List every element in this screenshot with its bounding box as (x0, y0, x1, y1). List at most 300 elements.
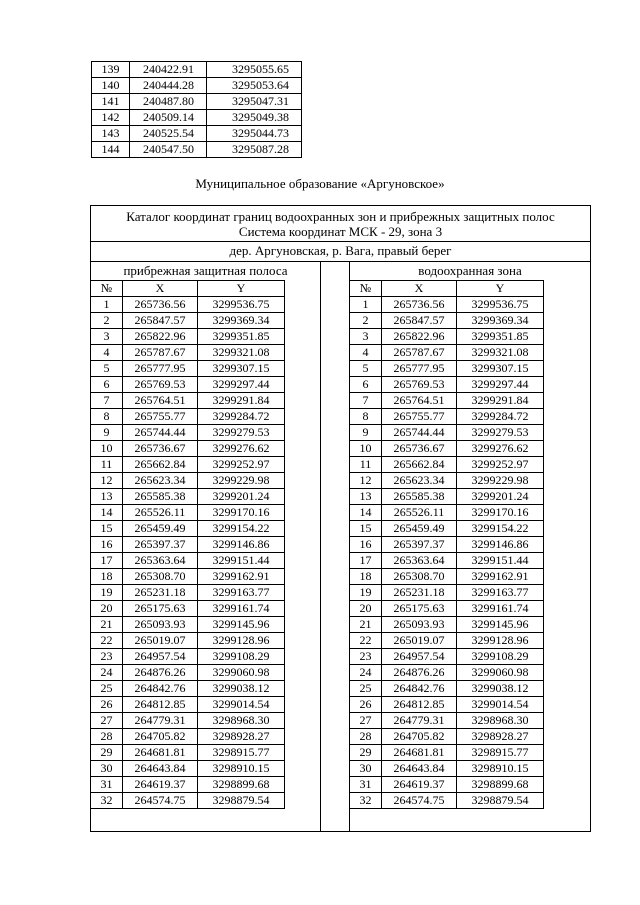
x-coordinate: 265308.70 (382, 569, 457, 585)
x-coordinate: 264957.54 (123, 649, 198, 665)
table-row (91, 505, 285, 521)
x-coordinate: 264705.82 (123, 729, 198, 745)
point-number: 14 (350, 505, 382, 521)
protective-strip-body (91, 297, 285, 809)
y-coordinate: 3298879.54 (457, 793, 544, 809)
y-coordinate: 3299014.54 (198, 697, 285, 713)
table-row (350, 537, 544, 553)
x-coordinate: 265744.44 (123, 425, 198, 441)
x-coordinate: 265363.64 (123, 553, 198, 569)
x-coordinate: 265787.67 (123, 345, 198, 361)
y-coordinate: 3299128.96 (457, 633, 544, 649)
y-coordinate: 3298915.77 (457, 745, 544, 761)
table-row (350, 761, 544, 777)
y-coordinate: 3299229.98 (198, 473, 285, 489)
point-number: 24 (91, 665, 123, 681)
x-coordinate: 265526.11 (382, 505, 457, 521)
y-coordinate: 3299536.75 (198, 297, 285, 313)
y-coordinate: 3299307.15 (198, 361, 285, 377)
y-coordinate: 3299161.74 (457, 601, 544, 617)
column-header-number: № (350, 281, 382, 297)
y-coordinate: 3299252.97 (457, 457, 544, 473)
point-number: 8 (350, 409, 382, 425)
x-coordinate: 264619.37 (382, 777, 457, 793)
y-coordinate: 3299276.62 (198, 441, 285, 457)
y-coordinate: 3299162.91 (198, 569, 285, 585)
y-coordinate: 3299229.98 (457, 473, 544, 489)
table-row (350, 457, 544, 473)
x-coordinate: 265736.67 (382, 441, 457, 457)
table-row (350, 425, 544, 441)
y-coordinate: 3299201.24 (457, 489, 544, 505)
x-coordinate: 265175.63 (382, 601, 457, 617)
x-coordinate: 264681.81 (382, 745, 457, 761)
table-row (350, 665, 544, 681)
table-row (350, 649, 544, 665)
point-number: 141 (92, 94, 130, 110)
catalog-title: Каталог координат границ водоохранных зон и прибрежных защитных полос (126, 209, 555, 224)
x-coordinate: 265093.93 (382, 617, 457, 633)
y-coordinate: 3299276.62 (457, 441, 544, 457)
column-header-number: № (91, 281, 123, 297)
table-row (92, 142, 302, 158)
table-row (350, 409, 544, 425)
y-coordinate: 3299163.77 (198, 585, 285, 601)
x-coordinate: 264643.84 (123, 761, 198, 777)
table-row (350, 473, 544, 489)
y-coordinate: 3299369.34 (198, 313, 285, 329)
column-header-x: X (123, 281, 198, 297)
x-coordinate: 265459.49 (382, 521, 457, 537)
x-coordinate: 265623.34 (382, 473, 457, 489)
point-number: 14 (91, 505, 123, 521)
x-coordinate: 265662.84 (382, 457, 457, 473)
x-coordinate: 265397.37 (382, 537, 457, 553)
table-header-row (350, 281, 544, 297)
y-coordinate: 3298928.27 (457, 729, 544, 745)
table-row (350, 313, 544, 329)
x-coordinate: 265623.34 (123, 473, 198, 489)
y-coordinate: 3299038.12 (198, 681, 285, 697)
x-coordinate: 265093.93 (123, 617, 198, 633)
point-number: 11 (350, 457, 382, 473)
x-coordinate: 265231.18 (123, 585, 198, 601)
x-coordinate: 240509.14 (130, 110, 207, 126)
table-row (350, 393, 544, 409)
x-coordinate: 265847.57 (123, 313, 198, 329)
x-coordinate: 265308.70 (123, 569, 198, 585)
table-row (91, 633, 285, 649)
y-coordinate: 3299307.15 (457, 361, 544, 377)
point-number: 6 (91, 377, 123, 393)
point-number: 32 (350, 793, 382, 809)
y-coordinate: 3295087.28 (207, 142, 302, 158)
y-coordinate: 3299163.77 (457, 585, 544, 601)
x-coordinate: 240547.50 (130, 142, 207, 158)
y-coordinate: 3298879.54 (198, 793, 285, 809)
table-row (91, 521, 285, 537)
y-coordinate: 3295049.38 (207, 110, 302, 126)
table-row (350, 361, 544, 377)
table-row (350, 681, 544, 697)
y-coordinate: 3299151.44 (457, 553, 544, 569)
table-row (91, 425, 285, 441)
y-coordinate: 3299038.12 (457, 681, 544, 697)
y-coordinate: 3298899.68 (198, 777, 285, 793)
x-coordinate: 265231.18 (382, 585, 457, 601)
x-coordinate: 240444.28 (130, 78, 207, 94)
point-number: 27 (91, 713, 123, 729)
y-coordinate: 3299321.08 (457, 345, 544, 361)
point-number: 22 (91, 633, 123, 649)
x-coordinate: 265769.53 (382, 377, 457, 393)
point-number: 7 (350, 393, 382, 409)
x-coordinate: 264574.75 (123, 793, 198, 809)
table-row (91, 329, 285, 345)
table-row (350, 697, 544, 713)
table-row (350, 793, 544, 809)
y-coordinate: 3299351.85 (198, 329, 285, 345)
y-coordinate: 3299321.08 (198, 345, 285, 361)
table-row (91, 441, 285, 457)
point-number: 140 (92, 78, 130, 94)
point-number: 144 (92, 142, 130, 158)
y-coordinate: 3299369.34 (457, 313, 544, 329)
point-number: 2 (350, 313, 382, 329)
x-coordinate: 264779.31 (382, 713, 457, 729)
y-coordinate: 3299145.96 (457, 617, 544, 633)
point-number: 1 (91, 297, 123, 313)
x-coordinate: 240525.54 (130, 126, 207, 142)
point-number: 21 (350, 617, 382, 633)
x-coordinate: 264812.85 (382, 697, 457, 713)
column-header-y: Y (198, 281, 285, 297)
protective-strip-table (90, 280, 285, 809)
municipality-heading: Муниципальное образование «Аргуновское» (195, 176, 445, 191)
point-number: 4 (91, 345, 123, 361)
x-coordinate: 265755.77 (382, 409, 457, 425)
x-coordinate: 264779.31 (123, 713, 198, 729)
point-number: 10 (350, 441, 382, 457)
x-coordinate: 265662.84 (123, 457, 198, 473)
point-number: 22 (350, 633, 382, 649)
point-number: 6 (350, 377, 382, 393)
water-protection-zone-label: водоохранная зона (418, 263, 522, 278)
table-row (350, 329, 544, 345)
x-coordinate: 240422.91 (130, 62, 207, 78)
point-number: 26 (91, 697, 123, 713)
x-coordinate: 265822.96 (123, 329, 198, 345)
table-row (91, 681, 285, 697)
point-number: 19 (91, 585, 123, 601)
y-coordinate: 3299279.53 (198, 425, 285, 441)
x-coordinate: 264681.81 (123, 745, 198, 761)
table-row (91, 793, 285, 809)
table-row (92, 94, 302, 110)
table-row (91, 297, 285, 313)
point-number: 24 (350, 665, 382, 681)
y-coordinate: 3299146.86 (457, 537, 544, 553)
point-number: 17 (350, 553, 382, 569)
x-coordinate: 264876.26 (123, 665, 198, 681)
table-row (350, 745, 544, 761)
point-number: 23 (350, 649, 382, 665)
table-row (350, 505, 544, 521)
table-row (350, 345, 544, 361)
table-row (350, 633, 544, 649)
table-row (350, 713, 544, 729)
point-number: 23 (91, 649, 123, 665)
table-row (91, 697, 285, 713)
y-coordinate: 3299108.29 (457, 649, 544, 665)
table-row (350, 729, 544, 745)
point-number: 30 (350, 761, 382, 777)
x-coordinate: 265787.67 (382, 345, 457, 361)
y-coordinate: 3298899.68 (457, 777, 544, 793)
y-coordinate: 3295047.31 (207, 94, 302, 110)
point-number: 29 (350, 745, 382, 761)
x-coordinate: 265526.11 (123, 505, 198, 521)
point-number: 13 (91, 489, 123, 505)
point-number: 28 (91, 729, 123, 745)
point-number: 142 (92, 110, 130, 126)
point-number: 5 (91, 361, 123, 377)
table-row (91, 393, 285, 409)
x-coordinate: 265777.95 (123, 361, 198, 377)
x-coordinate: 265764.51 (123, 393, 198, 409)
table-row (350, 441, 544, 457)
table-row (350, 569, 544, 585)
point-number: 27 (350, 713, 382, 729)
point-number: 1 (350, 297, 382, 313)
point-number: 20 (91, 601, 123, 617)
point-number: 15 (91, 521, 123, 537)
table-row (92, 78, 302, 94)
table-header-row (91, 281, 285, 297)
y-coordinate: 3298915.77 (198, 745, 285, 761)
y-coordinate: 3299154.22 (198, 521, 285, 537)
table-row (91, 361, 285, 377)
x-coordinate: 264574.75 (382, 793, 457, 809)
y-coordinate: 3295044.73 (207, 126, 302, 142)
y-coordinate: 3299145.96 (198, 617, 285, 633)
table-row (91, 729, 285, 745)
table-row (91, 489, 285, 505)
table-row (92, 126, 302, 142)
point-number: 29 (91, 745, 123, 761)
point-number: 25 (350, 681, 382, 697)
point-number: 2 (91, 313, 123, 329)
table-row (350, 585, 544, 601)
point-number: 3 (91, 329, 123, 345)
point-number: 19 (350, 585, 382, 601)
water-protection-zone-table (349, 280, 544, 809)
table-row (91, 665, 285, 681)
y-coordinate: 3299151.44 (198, 553, 285, 569)
point-number: 8 (91, 409, 123, 425)
x-coordinate: 265769.53 (123, 377, 198, 393)
point-number: 12 (91, 473, 123, 489)
y-coordinate: 3299351.85 (457, 329, 544, 345)
coordinate-catalog (90, 205, 591, 832)
y-coordinate: 3299154.22 (457, 521, 544, 537)
y-coordinate: 3299170.16 (457, 505, 544, 521)
point-number: 139 (92, 62, 130, 78)
x-coordinate: 264957.54 (382, 649, 457, 665)
x-coordinate: 265847.57 (382, 313, 457, 329)
x-coordinate: 265019.07 (123, 633, 198, 649)
y-coordinate: 3299536.75 (457, 297, 544, 313)
x-coordinate: 265363.64 (382, 553, 457, 569)
table-row (91, 745, 285, 761)
point-number: 25 (91, 681, 123, 697)
table-row (92, 110, 302, 126)
point-number: 5 (350, 361, 382, 377)
y-coordinate: 3299291.84 (198, 393, 285, 409)
x-coordinate: 265019.07 (382, 633, 457, 649)
point-number: 11 (91, 457, 123, 473)
table-row (91, 345, 285, 361)
point-number: 3 (350, 329, 382, 345)
table-row (91, 713, 285, 729)
x-coordinate: 265822.96 (382, 329, 457, 345)
table-row (350, 777, 544, 793)
y-coordinate: 3299291.84 (457, 393, 544, 409)
table-row (350, 297, 544, 313)
table-row (92, 62, 302, 78)
y-coordinate: 3299297.44 (198, 377, 285, 393)
x-coordinate: 264876.26 (382, 665, 457, 681)
point-number: 12 (350, 473, 382, 489)
y-coordinate: 3298928.27 (198, 729, 285, 745)
table-row (91, 409, 285, 425)
catalog-header (91, 206, 590, 242)
table-row (91, 313, 285, 329)
point-number: 16 (91, 537, 123, 553)
y-coordinate: 3299128.96 (198, 633, 285, 649)
table-row (350, 521, 544, 537)
table-row (91, 377, 285, 393)
point-number: 31 (91, 777, 123, 793)
point-number: 30 (91, 761, 123, 777)
point-number: 7 (91, 393, 123, 409)
point-number: 10 (91, 441, 123, 457)
y-coordinate: 3295053.64 (207, 78, 302, 94)
table-row (350, 489, 544, 505)
coordinate-system: Система координат МСК - 29, зона 3 (238, 224, 443, 239)
x-coordinate: 265397.37 (123, 537, 198, 553)
y-coordinate: 3299297.44 (457, 377, 544, 393)
x-coordinate: 240487.80 (130, 94, 207, 110)
x-coordinate: 265764.51 (382, 393, 457, 409)
table-row (91, 553, 285, 569)
x-coordinate: 265736.67 (123, 441, 198, 457)
protective-strip-label: прибрежная защитная полоса (123, 263, 288, 278)
table-row (91, 569, 285, 585)
table-row (91, 537, 285, 553)
x-coordinate: 265585.38 (382, 489, 457, 505)
x-coordinate: 264842.76 (123, 681, 198, 697)
point-number: 28 (350, 729, 382, 745)
y-coordinate: 3299201.24 (198, 489, 285, 505)
y-coordinate: 3295055.65 (207, 62, 302, 78)
table-row (350, 553, 544, 569)
y-coordinate: 3298968.30 (457, 713, 544, 729)
point-number: 4 (350, 345, 382, 361)
y-coordinate: 3299279.53 (457, 425, 544, 441)
x-coordinate: 265736.56 (123, 297, 198, 313)
point-number: 18 (350, 569, 382, 585)
continued-coordinates-body (92, 62, 302, 158)
x-coordinate: 265585.38 (123, 489, 198, 505)
y-coordinate: 3299284.72 (457, 409, 544, 425)
water-protection-zone-body (350, 297, 544, 809)
divider (320, 262, 321, 831)
table-row (91, 761, 285, 777)
y-coordinate: 3299060.98 (198, 665, 285, 681)
table-row (91, 617, 285, 633)
column-header-y: Y (457, 281, 544, 297)
column-header-x: X (382, 281, 457, 297)
point-number: 143 (92, 126, 130, 142)
x-coordinate: 264842.76 (382, 681, 457, 697)
x-coordinate: 264619.37 (123, 777, 198, 793)
y-coordinate: 3299014.54 (457, 697, 544, 713)
point-number: 9 (350, 425, 382, 441)
x-coordinate: 265755.77 (123, 409, 198, 425)
y-coordinate: 3299162.91 (457, 569, 544, 585)
y-coordinate: 3299060.98 (457, 665, 544, 681)
x-coordinate: 264643.84 (382, 761, 457, 777)
point-number: 15 (350, 521, 382, 537)
y-coordinate: 3299284.72 (198, 409, 285, 425)
point-number: 13 (350, 489, 382, 505)
table-row (91, 457, 285, 473)
y-coordinate: 3299146.86 (198, 537, 285, 553)
point-number: 26 (350, 697, 382, 713)
point-number: 32 (91, 793, 123, 809)
y-coordinate: 3298910.15 (457, 761, 544, 777)
continued-coordinates-table (91, 61, 302, 158)
x-coordinate: 264705.82 (382, 729, 457, 745)
point-number: 31 (350, 777, 382, 793)
point-number: 21 (91, 617, 123, 633)
table-row (91, 473, 285, 489)
location-label: дер. Аргуновская, р. Вага, правый берег (91, 242, 590, 262)
x-coordinate: 265777.95 (382, 361, 457, 377)
point-number: 16 (350, 537, 382, 553)
y-coordinate: 3299108.29 (198, 649, 285, 665)
table-row (91, 585, 285, 601)
point-number: 9 (91, 425, 123, 441)
table-row (91, 777, 285, 793)
x-coordinate: 265459.49 (123, 521, 198, 537)
y-coordinate: 3299252.97 (198, 457, 285, 473)
x-coordinate: 264812.85 (123, 697, 198, 713)
table-row (350, 601, 544, 617)
x-coordinate: 265175.63 (123, 601, 198, 617)
table-row (350, 377, 544, 393)
point-number: 18 (91, 569, 123, 585)
x-coordinate: 265736.56 (382, 297, 457, 313)
point-number: 20 (350, 601, 382, 617)
y-coordinate: 3298968.30 (198, 713, 285, 729)
table-row (91, 649, 285, 665)
x-coordinate: 265744.44 (382, 425, 457, 441)
y-coordinate: 3298910.15 (198, 761, 285, 777)
table-row (91, 601, 285, 617)
table-row (350, 617, 544, 633)
